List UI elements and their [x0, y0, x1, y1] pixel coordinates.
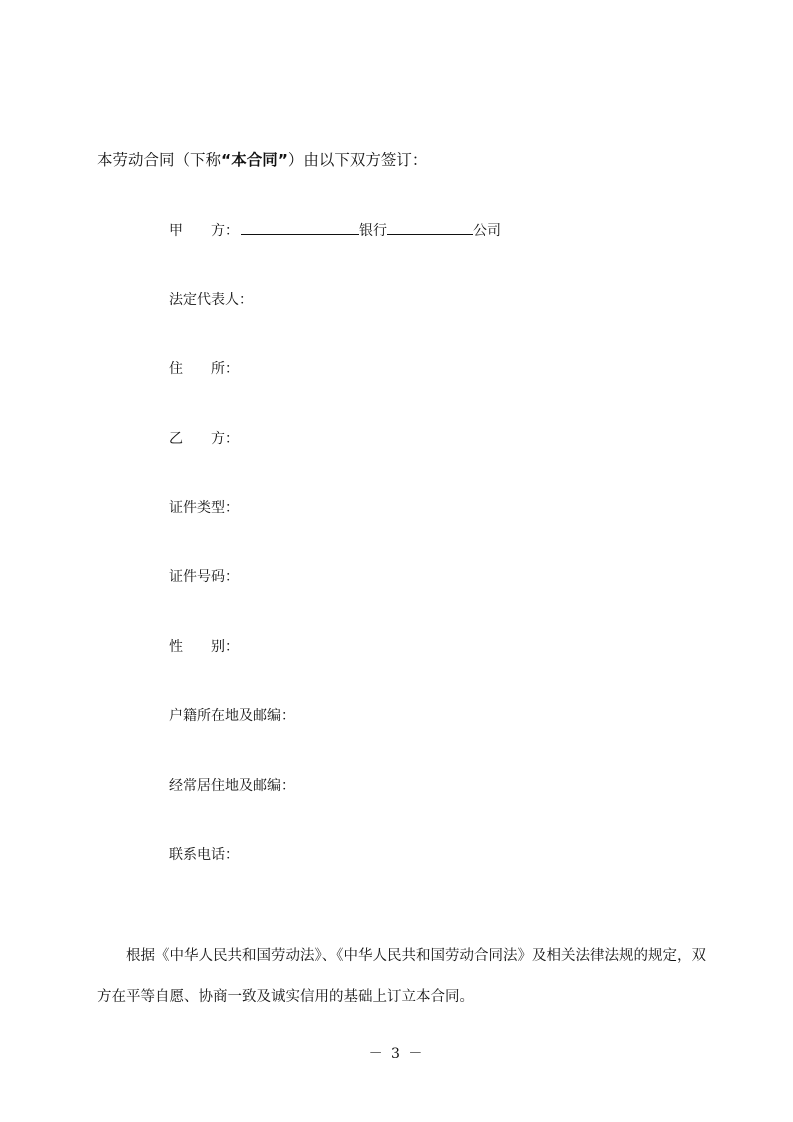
legal-basis-paragraph-line2: 方在平等自愿、协商一致及诚实信用的基础上订立本合同。	[97, 989, 474, 1005]
field-party-b: 乙 方：	[169, 431, 239, 447]
field-id-type: 证件类型：	[169, 500, 239, 516]
intro-text-after: ）由以下双方签订：	[287, 151, 428, 169]
field-residence: 经常居住地及邮编：	[169, 778, 295, 794]
field-address: 住 所：	[169, 361, 239, 377]
party-a-line	[169, 220, 501, 241]
contract-intro	[97, 150, 427, 170]
field-phone: 联系电话：	[169, 847, 239, 863]
field-gender: 性 别：	[169, 639, 239, 655]
bank-name-blank[interactable]	[241, 220, 359, 235]
field-legal-representative: 法定代表人：	[169, 292, 253, 308]
intro-text-bold: “本合同”	[221, 151, 288, 169]
field-id-number: 证件号码：	[169, 569, 239, 585]
intro-text-before: 本劳动合同（下称	[97, 151, 222, 169]
party-a-label: 甲 方：	[169, 223, 239, 239]
field-household-registration: 户籍所在地及邮编：	[169, 708, 295, 724]
legal-basis-paragraph-line1: 根据《中华人民共和国劳动法》、《中华人民共和国劳动合同法》及相关法律法规的规定，双	[126, 948, 706, 964]
page-number: － 3 －	[368, 1046, 425, 1062]
party-a-bank-text: 银行	[359, 223, 387, 239]
party-a-company-text: 公司	[473, 223, 501, 239]
company-name-blank[interactable]	[387, 220, 473, 235]
